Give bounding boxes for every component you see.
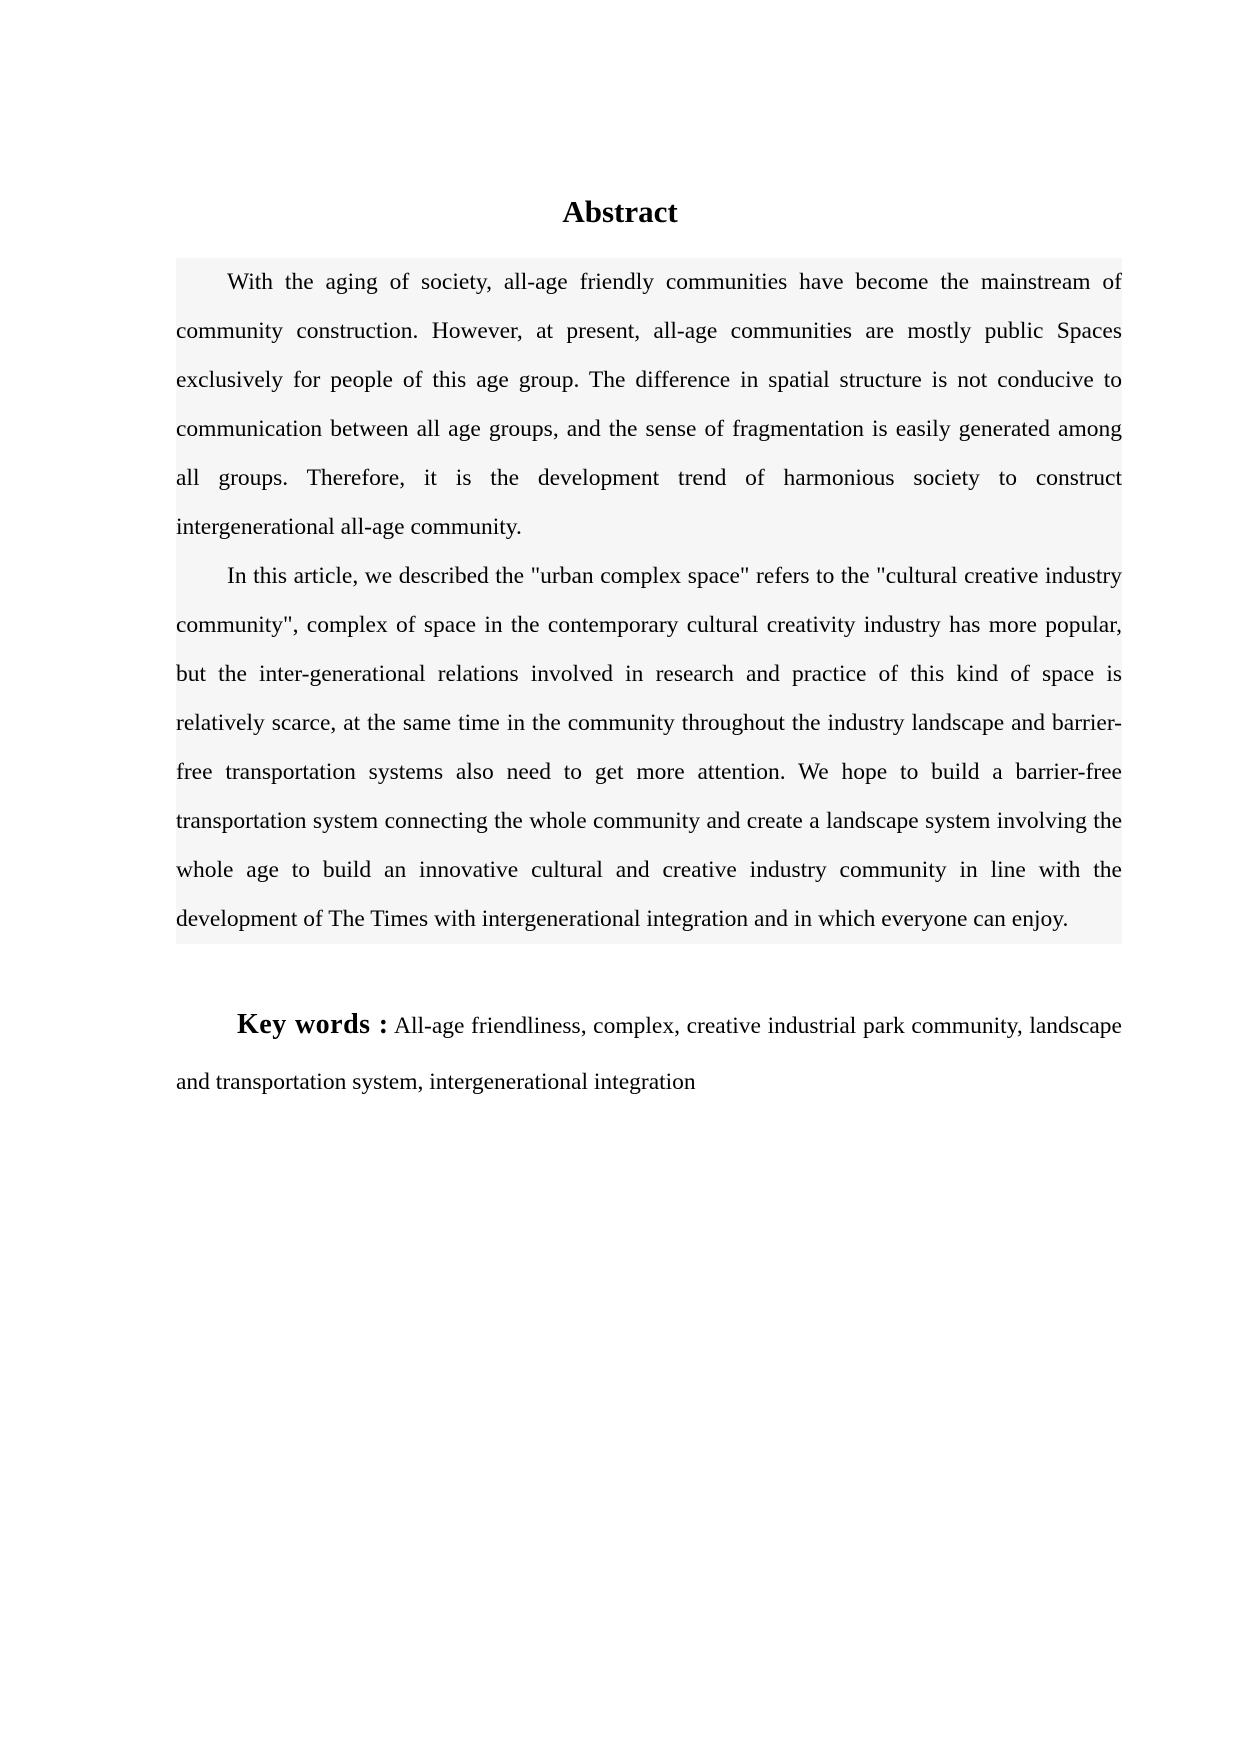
abstract-body: [176, 258, 1122, 944]
keywords-text: All-age friendliness, complex, creative industrial park community, landscape and transportation system, intergenerational integration: [176, 1013, 1122, 1095]
page-title: Abstract: [562, 194, 678, 229]
abstract-paragraph-1: With the aging of society, all-age friendly communities have become the mainstream of community construction. However, at present, all-age communities are mostly public Spaces exclusively for people of this age group. The difference in spatial structure is not conducive to communication between all age groups, and the sense of fragmentation is easily generated among all groups. Therefore, it is the development trend of harmonious society to construct intergenerational all-age community.: [176, 269, 1122, 540]
keywords-label: Key words :: [237, 1009, 389, 1040]
abstract-paragraph-2: In this article, we described the "urban complex space" refers to the "cultural creative industry community", complex of space in the contemporary cultural creativity industry has more popular, but the inter-generational relations involved in research and practice of this kind of space is relatively scarce, at the same time in the community throughout the industry landscape and barrier-free transportation systems also need to get more attention. We hope to build a barrier-free transportation system connecting the whole community and create a landscape system involving the whole age to build an innovative cultural and creative industry community in line with the development of The Times with intergenerational integration and in which everyone can enjoy.: [176, 563, 1122, 932]
keywords-line: [176, 997, 1122, 1110]
